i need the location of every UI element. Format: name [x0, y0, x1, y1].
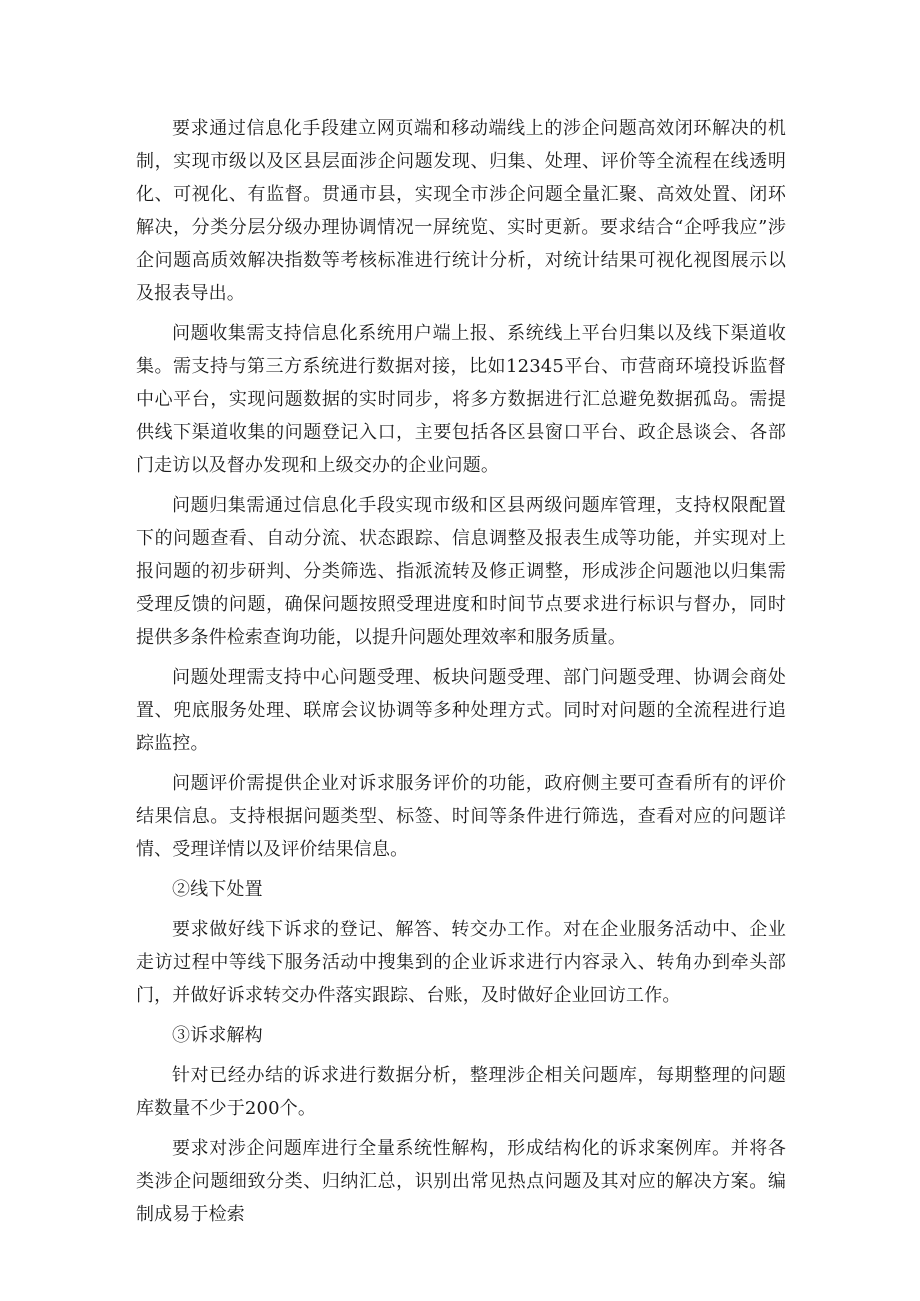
section-heading-demand-deconstruction: ③诉求解构 — [172, 1025, 263, 1046]
paragraph-platform-requirements: 要求通过信息化手段建立网页端和移动端线上的涉企问题高效闭环解决的机制，实现市级以及区县层面涉企问题发现、归集、处理、评价等全流程在线透明化、可视化、有监督。贯通市县，实现全市涉企问题全量汇聚、高效处置、闭环解决，分类分层分级办理协调情况一屏统览、实时更新。要求结合“企呼我应”涉企问题高质效解决指数等考核标准进行统计分析，对统计结果可视化视图展示以及报表导出。 — [136, 118, 786, 304]
document-body — [136, 112, 786, 1238]
paragraph-demand-analysis: 针对已经办结的诉求进行数据分析，整理涉企相关问题库，每期整理的问题库数量不少于200个。 — [136, 1065, 786, 1119]
paragraph-case-library: 要求对涉企问题库进行全量系统性解构，形成结构化的诉求案例库。并将各类涉企问题细致分类、归纳汇总，识别出常见热点问题及其对应的解决方案。编制成易于检索 — [136, 1138, 786, 1225]
paragraph-problem-aggregation: 问题归集需通过信息化手段实现市级和区县两级问题库管理，支持权限配置下的问题查看、自动分流、状态跟踪、信息调整及报表生成等功能，并实现对上报问题的初步研判、分类筛选、指派流转及修正调整，形成涉企问题池以归集需受理反馈的问题，确保问题按照受理进度和时间节点要求进行标识与督办，同时提供多条件检索查询功能，以提升问题处理效率和服务质量。 — [136, 495, 786, 648]
paragraph-problem-handling: 问题处理需支持中心问题受理、板块问题受理、部门问题受理、协调会商处置、兜底服务处理、联席会议协调等多种处理方式。同时对问题的全流程进行追踪监控。 — [136, 667, 786, 754]
section-heading-offline-handling: ②线下处置 — [172, 879, 263, 900]
paragraph-problem-collection: 问题收集需支持信息化系统用户端上报、系统线上平台归集以及线下渠道收集。需支持与第三方系统进行数据对接，比如12345平台、市营商环境投诉监督中心平台，实现问题数据的实时同步，将多方数据进行汇总避免数据孤岛。需提供线下渠道收集的问题登记入口，主要包括各区县窗口平台、政企恳谈会、各部门走访以及督办发现和上级交办的企业问题。 — [136, 323, 786, 476]
paragraph-problem-evaluation: 问题评价需提供企业对诉求服务评价的功能，政府侧主要可查看所有的评价结果信息。支持根据问题类型、标签、时间等条件进行筛选，查看对应的问题详情、受理详情以及评价结果信息。 — [136, 773, 786, 860]
paragraph-offline-handling: 要求做好线下诉求的登记、解答、转交办工作。对在企业服务活动中、企业走访过程中等线下服务活动中搜集到的企业诉求进行内容录入、转角办到牵头部门，并做好诉求转交办件落实跟踪、台账，及时做好企业回访工作。 — [136, 919, 786, 1006]
